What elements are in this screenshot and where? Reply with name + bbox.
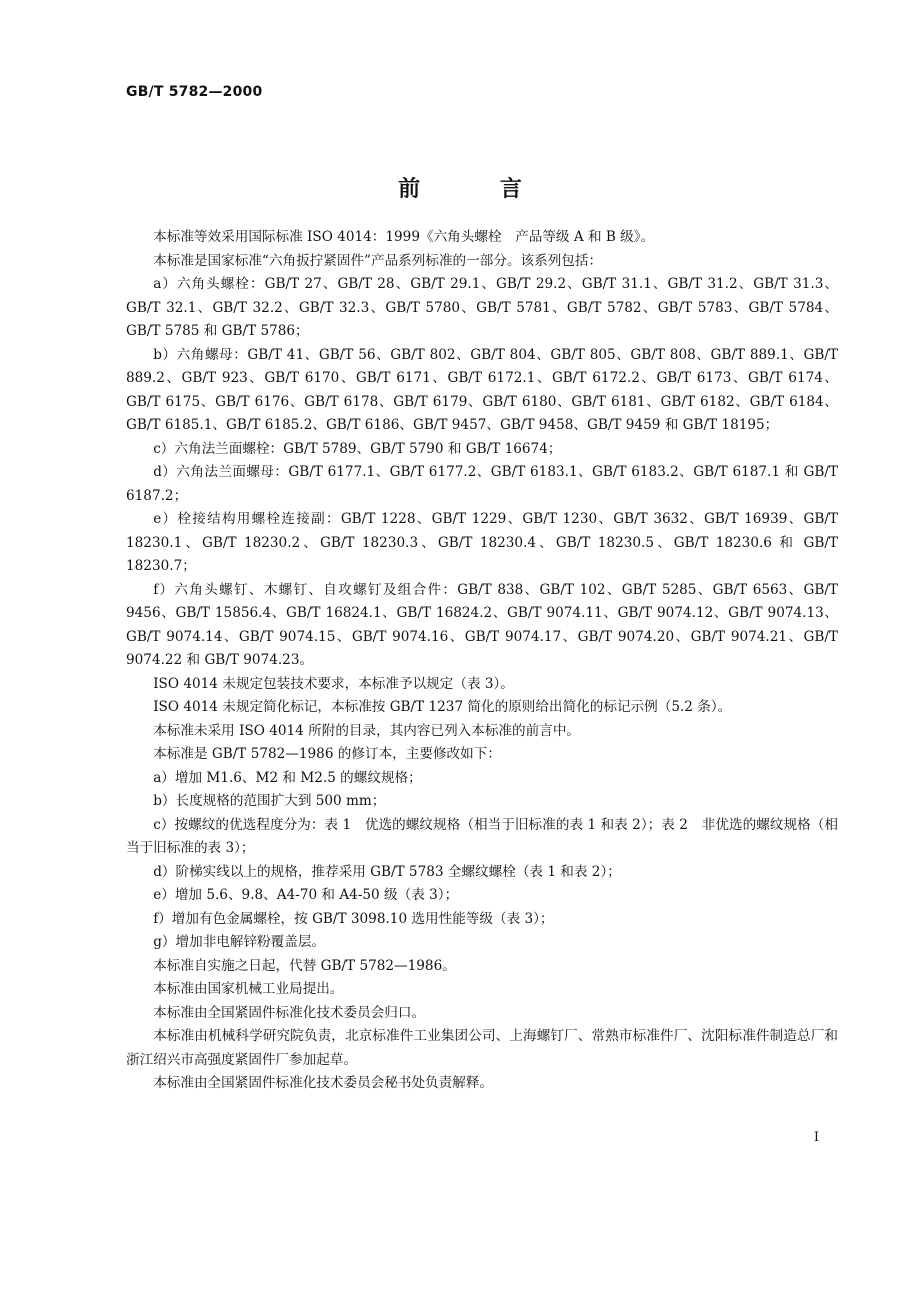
paragraph: c）六角法兰面螺栓：GB/T 5789、GB/T 5790 和 GB/T 16674； (153, 440, 562, 457)
paragraph: 本标准由国家机械工业局提出。 (153, 981, 344, 997)
foreword-body (126, 226, 838, 1096)
paragraph: e）栓接结构用螺栓连接副：GB/T 1228、GB/T 1229、GB/T 1230、GB/T 3632、GB/T 16939、GB/T 18230.1、GB/T 18230.2、GB/T 18230.3、GB/T 18230.4、GB/T 18230.5、GB/T 18230.6 和 GB/T 18230.7； (126, 511, 838, 574)
paragraph: f）六角头螺钉、木螺钉、自攻螺钉及组合件：GB/T 838、GB/T 102、GB/T 5285、GB/T 6563、GB/T 9456、GB/T 15856.4、GB/T 16824.1、GB/T 16824.2、GB/T 9074.11、GB/T 9074.12、GB/T 9074.13、GB/T 9074.14、GB/T 9074.15、GB/T 9074.16、GB/T 9074.17、GB/T 9074.20、GB/T 9074.21、GB/T 9074.22 和 GB/T 9074.23。 (126, 581, 838, 668)
paragraph: 本标准由机械科学研究院负责，北京标准件工业集团公司、上海螺钉厂、常熟市标准件厂、沈阳标准件制造总厂和浙江绍兴市高强度紧固件厂参加起草。 (126, 1028, 838, 1068)
paragraph: 本标准未采用 ISO 4014 所附的目录，其内容已列入本标准的前言中。 (153, 722, 581, 739)
paragraph: c）按螺纹的优选程度分为：表 1 优选的螺纹规格（相当于旧标准的表 1 和表 2）；表 2 非优选的螺纹规格（相当于旧标准的表 3）； (126, 816, 838, 856)
page-number: I (813, 1130, 819, 1145)
standard-code: GB/T 5782—2000 (126, 84, 263, 100)
page-title: 前 言 (398, 177, 558, 202)
paragraph: ISO 4014 未规定简化标记，本标准按 GB/T 1237 简化的原则给出简化的标记示例（5.2 条）。 (153, 699, 732, 715)
paragraph: b）六角螺母：GB/T 41、GB/T 56、GB/T 802、GB/T 804、GB/T 805、GB/T 808、GB/T 889.1、GB/T 889.2、GB/T 923、GB/T 6170、GB/T 6171、GB/T 6172.1、GB/T 6172.2、GB/T 6173、GB/T 6174、GB/T 6175、GB/T 6176、GB/T 6178、GB/T 6179、GB/T 6180、GB/T 6181、GB/T 6182、GB/T 6184、GB/T 6185.1、GB/T 6185.2、GB/T 6186、GB/T 9457、GB/T 9458、GB/T 9459 和 GB/T 18195； (126, 346, 838, 433)
paragraph: d）六角法兰面螺母：GB/T 6177.1、GB/T 6177.2、GB/T 6183.1、GB/T 6183.2、GB/T 6187.1 和 GB/T 6187.2； (126, 464, 838, 504)
paragraph: 本标准由全国紧固件标准化技术委员会秘书处负责解释。 (153, 1075, 494, 1091)
paragraph: ISO 4014 未规定包装技术要求，本标准予以规定（表 3）。 (153, 675, 514, 692)
paragraph: 本标准自实施之日起，代替 GB/T 5782—1986。 (153, 957, 456, 974)
paragraph: a）六角头螺栓：GB/T 27、GB/T 28、GB/T 29.1、GB/T 29.2、GB/T 31.1、GB/T 31.2、GB/T 31.3、GB/T 32.1、GB/T 32.2、GB/T 32.3、GB/T 5780、GB/T 5781、GB/T 5782、GB/T 5783、GB/T 5784、GB/T 5785 和 GB/T 5786； (126, 276, 838, 339)
paragraph: a）增加 M1.6、M2 和 M2.5 的螺纹规格； (153, 769, 422, 786)
paragraph: 本标准是 GB/T 5782—1986 的修订本，主要修改如下： (153, 746, 501, 762)
paragraph: d）阶梯实线以上的规格，推荐采用 GB/T 5783 全螺纹螺栓（表 1 和表 2）； (153, 863, 621, 880)
paragraph: b）长度规格的范围扩大到 500 mm； (153, 793, 386, 809)
paragraph: 本标准等效采用国际标准 ISO 4014：1999《六角头螺栓 产品等级 A 和 B 级》。 (153, 229, 655, 245)
paragraph: e）增加 5.6、9.8、A4-70 和 A4-50 级（表 3）； (153, 887, 459, 903)
paragraph: g）增加非电解锌粉覆盖层。 (153, 934, 326, 950)
paragraph: f）增加有色金属螺栓，按 GB/T 3098.10 选用性能等级（表 3）； (153, 910, 554, 927)
paragraph: 本标准由全国紧固件标准化技术委员会归口。 (153, 1004, 426, 1021)
paragraph: 本标准是国家标准“六角扳拧紧固件”产品系列标准的一部分。该系列包括： (153, 252, 603, 269)
